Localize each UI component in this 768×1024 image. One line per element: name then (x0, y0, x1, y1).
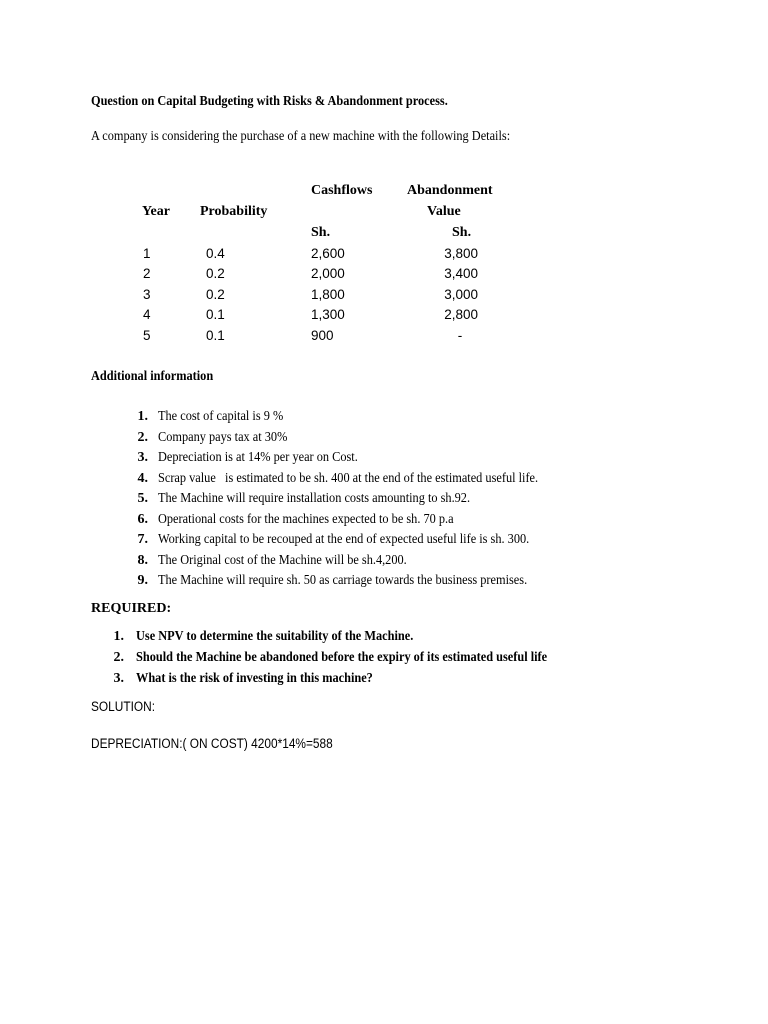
required-item-2-number: 2. (113, 650, 124, 665)
row-5-cashflow: 900 (311, 328, 334, 343)
additional-info-heading (91, 369, 230, 385)
intro-text: A company is considering the purchase of a new machine with the following Details: (91, 129, 511, 144)
additional-item-7-number: 7. (137, 532, 148, 547)
row-2-year: 2 (143, 266, 151, 281)
additional-item-3-text: Depreciation is at 14% per year on Cost. (158, 450, 358, 465)
header-abandonment-unit: Sh. (452, 225, 472, 240)
additional-item-8-number: 8. (137, 553, 148, 568)
additional-item-5-text: The Machine will require installation costs amounting to sh.92. (158, 491, 471, 506)
additional-item-6-number: 6. (137, 512, 148, 527)
required-item-1 (136, 629, 451, 645)
header-cashflows-unit: Sh. (311, 225, 331, 240)
additional-item-9-number: 9. (137, 573, 148, 588)
required-item-3-text: What is the risk of investing in this machine? (136, 671, 373, 686)
header-abandonment: Abandonment (407, 183, 493, 198)
additional-item-9 (158, 573, 578, 589)
row-4-year: 4 (143, 307, 151, 322)
row-3-probability: 0.2 (206, 287, 225, 302)
required-item-3-number: 3. (113, 671, 124, 686)
additional-item-6 (158, 512, 494, 528)
additional-item-3-number: 3. (137, 450, 148, 465)
additional-item-2-text: Company pays tax at 30% (158, 430, 288, 445)
row-4-cashflow: 1,300 (311, 307, 345, 322)
additional-item-3 (158, 450, 385, 466)
depreciation-text: DEPRECIATION:( ON COST) 4200*14%=588 (91, 736, 333, 751)
row-5-year: 5 (143, 328, 151, 343)
header-abandonment-value: Value (427, 204, 461, 219)
row-5-abandonment: - (457, 328, 463, 343)
row-3-abandonment: 3,000 (444, 287, 478, 302)
additional-item-2 (158, 430, 305, 446)
additional-item-5 (158, 491, 513, 507)
additional-item-4-text: Scrap value is estimated to be sh. 400 at the end of the estimated useful life. (158, 471, 539, 486)
row-5-probability: 0.1 (206, 328, 225, 343)
additional-item-2-number: 2. (137, 430, 148, 445)
additional-item-8 (158, 553, 441, 569)
document-title-text: Question on Capital Budgeting with Risks & Abandonment process. (91, 94, 448, 109)
row-1-abandonment: 3,800 (444, 246, 478, 261)
row-4-probability: 0.1 (206, 307, 225, 322)
row-2-cashflow: 2,000 (311, 266, 345, 281)
additional-item-5-number: 5. (137, 491, 148, 506)
required-item-1-text: Use NPV to determine the suitability of the Machine. (136, 629, 414, 644)
additional-item-4 (158, 471, 590, 487)
row-1-year: 1 (143, 246, 151, 261)
header-cashflows: Cashflows (311, 183, 373, 198)
additional-item-8-text: The Original cost of the Machine will be sh.4,200. (158, 553, 407, 568)
depreciation-line (91, 736, 366, 751)
additional-item-1 (158, 409, 300, 425)
required-item-3 (136, 671, 405, 687)
row-1-cashflow: 2,600 (311, 246, 345, 261)
header-probability: Probability (200, 204, 268, 219)
required-item-2-text: Should the Machine be abandoned before the expiry of its estimated useful life (136, 650, 548, 665)
document-title (91, 94, 496, 110)
row-3-year: 3 (143, 287, 151, 302)
additional-item-1-number: 1. (137, 409, 148, 424)
solution-heading (91, 699, 164, 714)
solution-heading-text: SOLUTION: (91, 699, 156, 714)
additional-item-7 (158, 532, 580, 548)
additional-item-9-text: The Machine will require sh. 50 as carriage towards the business premises. (158, 573, 528, 588)
row-3-cashflow: 1,800 (311, 287, 345, 302)
required-item-2 (136, 650, 603, 666)
row-2-abandonment: 3,400 (444, 266, 478, 281)
row-1-probability: 0.4 (206, 246, 225, 261)
header-year: Year (142, 204, 170, 219)
required-heading: REQUIRED: (91, 601, 172, 616)
row-4-abandonment: 2,800 (444, 307, 478, 322)
intro-paragraph (91, 129, 567, 145)
row-2-probability: 0.2 (206, 266, 225, 281)
additional-item-6-text: Operational costs for the machines expected to be sh. 70 p.a (158, 512, 454, 527)
additional-item-4-number: 4. (137, 471, 148, 486)
additional-item-1-text: The cost of capital is 9 % (158, 409, 284, 424)
additional-info-heading-text: Additional information (91, 369, 214, 384)
additional-item-7-text: Working capital to be recouped at the end of expected useful life is sh. 300. (158, 532, 530, 547)
required-item-1-number: 1. (113, 629, 124, 644)
